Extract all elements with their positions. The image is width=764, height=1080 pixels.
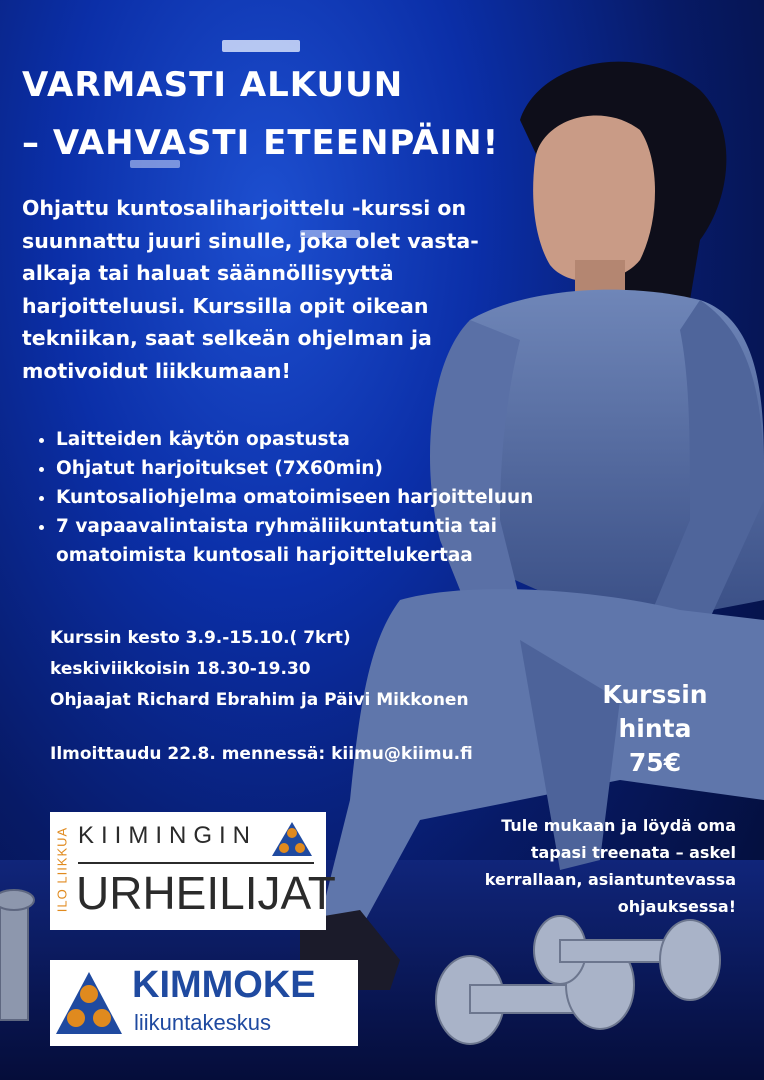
headline-line1: VARMASTI ALKUUN <box>22 65 404 105</box>
course-instructors: Ohjaajat Richard Ebrahim ja Päivi Mikkonen <box>50 690 469 710</box>
intro-paragraph: Ohjattu kuntosaliharjoittelu -kurssi on suunnattu juuri sinulle, joka olet vasta-alkaja tai haluat säännöllisyyttä harjoitteluusi. Kurssilla opit oikean tekniikan, saat selkeän ohjelman ja motivoidut liikkumaan! <box>22 196 479 383</box>
kimmoke-logo <box>50 960 358 1046</box>
price-label: Kurssin <box>602 680 708 709</box>
kimmoke-title: KIMMOKE <box>132 964 316 1006</box>
price-box <box>595 678 715 780</box>
list-item: • 7 vapaavalintaista ryhmäliikuntatuntia tai omatoimista kuntosali harjoittelukertaa <box>56 512 616 570</box>
logo-top-text: KIIMINGIN <box>78 822 258 849</box>
course-duration: Kurssin kesto 3.9.-15.10.( 7krt) <box>50 628 351 648</box>
triangle-emblem-icon <box>56 972 122 1034</box>
feature-list <box>22 425 616 570</box>
registration-info: Ilmoittaudu 22.8. mennessä: kiimu@kiimu.fi <box>50 744 473 764</box>
kimmoke-subtitle: liikuntakeskus <box>134 1010 271 1035</box>
logo-main-text: URHEILIJAT <box>76 867 336 919</box>
list-item: • Laitteiden käytön opastusta <box>56 425 616 454</box>
price-label-2: hinta <box>618 714 692 743</box>
logo-divider <box>78 862 314 864</box>
slogan: Tule mukaan ja löydä oma tapasi treenata – askel kerrallaan, asiantuntevassa ohjauksessa! <box>484 816 736 916</box>
headline <box>22 56 542 172</box>
course-schedule: keskiviikkoisin 18.30-19.30 <box>50 659 311 679</box>
list-item: • Kuntosaliohjelma omatoimiseen harjoitteluun <box>56 483 616 512</box>
urheilijat-logo <box>50 812 336 930</box>
headline-line2: – VAHVASTI ETEENPÄIN! <box>22 123 500 163</box>
price-amount: 75€ <box>628 748 682 777</box>
logo-side-text: ILO LIIKKUA <box>54 826 70 913</box>
list-item: • Ohjatut harjoitukset (7X60min) <box>56 454 616 483</box>
triangle-emblem-icon <box>272 822 312 856</box>
